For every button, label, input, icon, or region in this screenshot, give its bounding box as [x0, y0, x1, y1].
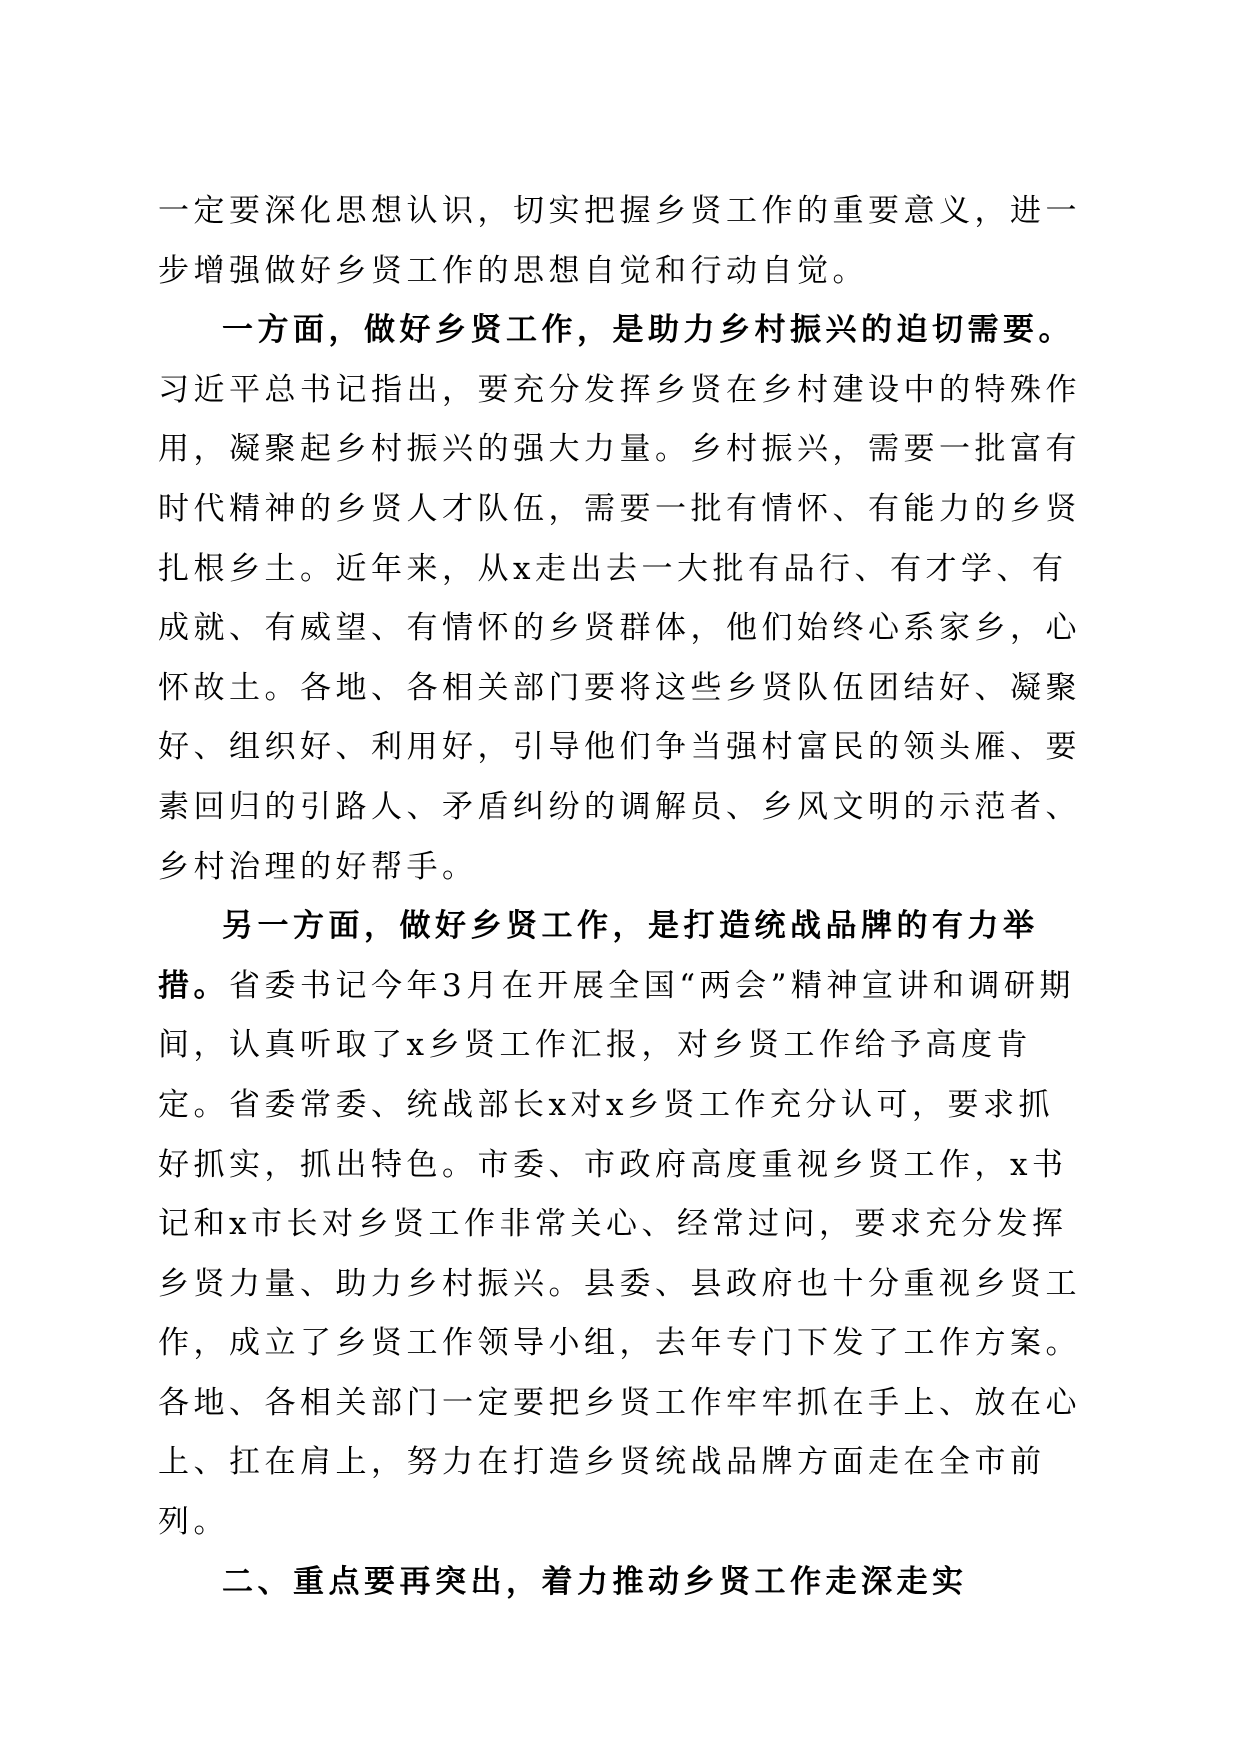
paragraph-rural-revitalization-text: 习近平总书记指出，要充分发挥乡贤在乡村建设中的特殊作用，凝聚起乡村振兴的强大力量。乡村振兴，需要一批富有时代精神的乡贤人才队伍，需要一批有情怀、有能力的乡贤扎根乡土。近年来，从x走出去一大批有品行、有才学、有成就、有威望、有情怀的乡贤群体，他们始终心系家乡，心怀故土。各地、各相关部门要将这些乡贤队伍团结好、凝聚好、组织好、利用好，引导他们争当强村富民的领头雁、要素回归的引路人、矛盾纠纷的调解员、乡风文明的示范者、乡村治理的好帮手。 — [158, 371, 1081, 885]
section-heading: 二、重点要再突出，着力推动乡贤工作走深走实 — [222, 1563, 968, 1600]
paragraph-intro — [158, 182, 1088, 301]
paragraph-united-front-brand — [158, 897, 1088, 1553]
paragraph-rural-revitalization-lead: 一方面，做好乡贤工作，是助力乡村振兴的迫切需要。 — [222, 312, 1074, 349]
paragraph-united-front-brand-lead: 另一方面，做好乡贤工作，是打造统战品牌的有力举措。 — [158, 908, 1039, 1004]
paragraph-intro-text: 一定要深化思想认识，切实把握乡贤工作的重要意义，进一步增强做好乡贤工作的思想自觉和行动自觉。 — [158, 193, 1081, 289]
paragraph-rural-revitalization — [158, 301, 1088, 897]
paragraph-united-front-brand-text: 省委书记今年3月在开展全国“两会”精神宣讲和调研期间，认真听取了x乡贤工作汇报，对乡贤工作给予高度肯定。省委常委、统战部长x对x乡贤工作充分认可，要求抓好抓实，抓出特色。市委、市政府高度重视乡贤工作，x书记和x市长对乡贤工作非常关心、经常过问，要求充分发挥乡贤力量、助力乡村振兴。县委、县政府也十分重视乡贤工作，成立了乡贤工作领导小组，去年专门下发了工作方案。各地、各相关部门一定要把乡贤工作牢牢抓在手上、放在心上、扛在肩上，努力在打造乡贤统战品牌方面走在全市前列。 — [158, 967, 1081, 1541]
document-body — [158, 182, 1088, 1612]
